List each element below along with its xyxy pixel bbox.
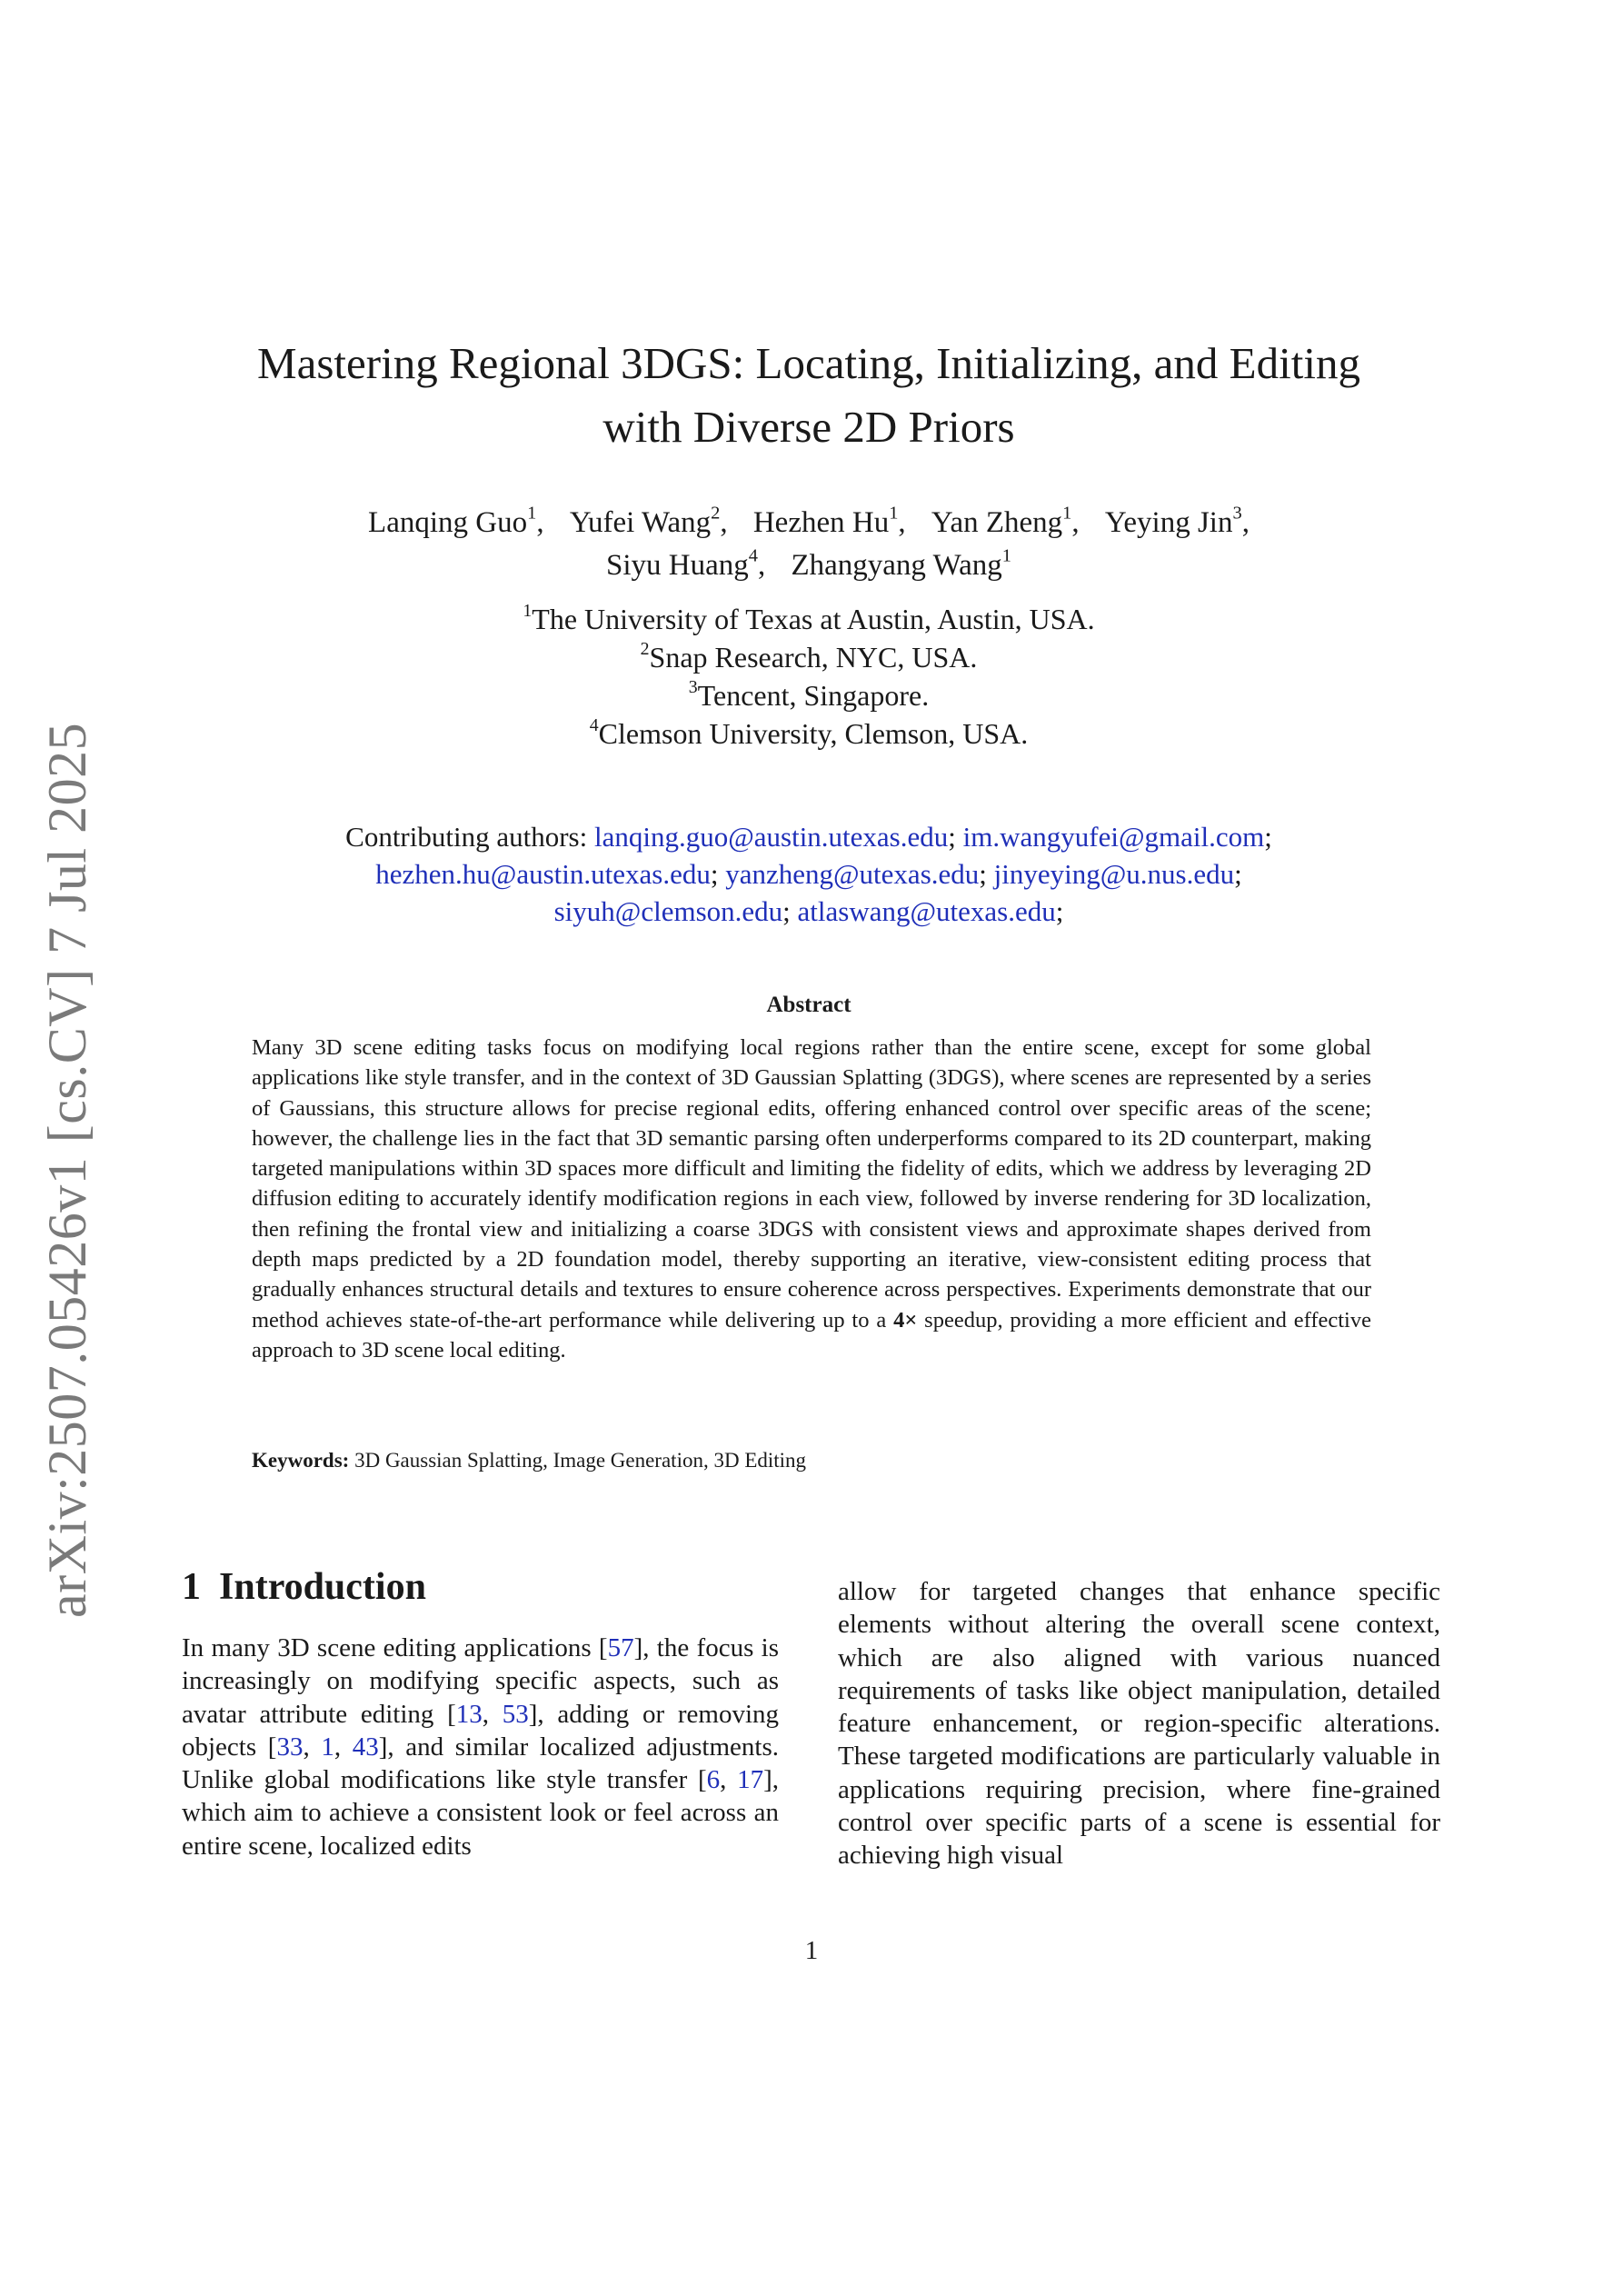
speedup-bold: 4× (893, 1307, 918, 1333)
contacts-line-1: Contributing authors: lanqing.guo@austin.utexas.edu; im.wangyufei@gmail.com; (345, 821, 1272, 853)
citation-link[interactable]: 57 (607, 1633, 634, 1662)
intro-text: , (720, 1765, 738, 1795)
citation-link[interactable]: 6 (706, 1765, 721, 1795)
citation-link[interactable]: 53 (502, 1699, 529, 1729)
abstract-heading: Abstract (766, 993, 851, 1017)
author: Siyu Huang$^4$, (606, 545, 766, 582)
author: Yufei Wang$^2$, (569, 503, 728, 539)
citation-link[interactable]: 43 (352, 1732, 379, 1762)
intro-text: , (303, 1732, 322, 1762)
intro-text: [ (598, 1633, 608, 1662)
section-number: 1 (182, 1566, 201, 1608)
affiliation: $^4$Clemson University, Clemson, USA. (589, 715, 1029, 750)
affiliation-list (173, 600, 1445, 753)
citation-link[interactable]: 1 (321, 1732, 334, 1762)
keywords-label: Keywords: (252, 1449, 350, 1472)
author-line-2 (173, 544, 1445, 587)
intro-text: , (482, 1699, 503, 1729)
abstract-body: Many 3D scene editing tasks focus on modifying local regions rather than the entire scene, except for some global applications like style transfer, and in the context of 3D Gaussian Splatting (3DGS), where scenes are represented by a series of Gaussians, this structure allows for precise regional edits, offering enhanced control over specific areas of the scene; however, the challenge lies in the fact that 3D semantic parsing often underperforms compared to its 2D counterpart, making targeted manipulations within 3D spaces more difficult and limiting the fidelity of edits, which we address by leveraging 2D diffusion editing to accurately identify modification regions in each view, followed by inverse rendering for 3D localization, then refining the frontal view and initializing a coarse 3DGS with consistent views and approximate shapes derived from depth maps predicted by a 2D foundation model, thereby supporting an iterative, view-consistent editing process that gradually enhances structural details and textures to ensure coherence across perspectives. Experiments demonstrate that our method achieves state-of-the-art performance while delivering up to a 4× speedup, providing a more efficient and effective approach to 3D scene local editing. (252, 1035, 1371, 1363)
intro-right-column: allow for targeted changes that enhance specific elements without altering the overall scene context, which are also aligned with various nuanced requirements of tasks like object manipulation, detailed feature enhancement, or region-specific alterations. These targeted modifications are particularly valuable in applications requiring precision, where fine-grained control over specific parts of a scene is essential for achieving high visual (838, 1577, 1440, 1871)
email-link[interactable]: yanzheng@utexas.edu (725, 858, 980, 890)
intro-text: ], the focus is increasingly on modifying specific aspects, such as avatar attribute editing [ (182, 1633, 779, 1729)
paper-title (173, 332, 1445, 459)
intro-text: ], adding or removing objects [ (182, 1699, 780, 1762)
affiliation: $^3$Tencent, Singapore. (688, 677, 930, 712)
keywords-text: 3D Gaussian Splatting, Image Generation, 3D Editing (354, 1449, 807, 1472)
intro-left-column (182, 1632, 779, 1862)
email-link[interactable]: im.wangyufei@gmail.com (962, 821, 1265, 853)
contributing-authors (173, 818, 1445, 930)
contacts-line-3: siyuh@clemson.edu; atlaswang@utexas.edu; (553, 895, 1064, 927)
author: Yan Zheng$^1$, (931, 503, 1080, 539)
author: Yeying Jin$^3$, (1104, 503, 1250, 539)
email-link[interactable]: atlaswang@utexas.edu (797, 895, 1056, 927)
contacts-label: Contributing authors: (345, 821, 588, 853)
citation-link[interactable]: 33 (276, 1732, 304, 1762)
author-list (173, 502, 1445, 587)
title-line-1: Mastering Regional 3DGS: Locating, Initializing, and Editing (257, 338, 1360, 388)
intro-text: ], and similar localized adjustments. Unlike global modifications like style transfer [ (182, 1732, 780, 1795)
email-link[interactable]: lanqing.guo@austin.utexas.edu (593, 821, 949, 853)
citation-link[interactable]: 17 (737, 1765, 764, 1795)
contacts-line-2: hezhen.hu@austin.utexas.edu; yanzheng@utexas.edu; jinyeying@u.nus.edu; (375, 858, 1242, 890)
intro-text: In many 3D scene editing applications (182, 1633, 599, 1662)
author-line-1 (173, 502, 1445, 544)
page-number: 1 (804, 1936, 819, 1965)
affiliation: $^2$Snap Research, NYC, USA. (640, 639, 978, 674)
intro-text: ], which aim to achieve a consistent look or feel across an entire scene, localized edits (182, 1765, 780, 1861)
email-link[interactable]: jinyeying@u.nus.edu (993, 858, 1235, 890)
author: Zhangyang Wang$^1$ (791, 545, 1011, 582)
arxiv-identifier-stamp: arXiv:2507.05426v1 [cs.CV] 7 Jul 2025 (37, 722, 97, 1618)
affiliation: $^1$The University of Texas at Austin, Austin, USA. (523, 601, 1095, 635)
author: Lanqing Guo$^1$, (368, 503, 544, 539)
email-link[interactable]: siyuh@clemson.edu (553, 895, 783, 927)
citation-link[interactable]: 13 (455, 1699, 483, 1729)
title-line-2: with Diverse 2D Priors (602, 402, 1015, 452)
section-title: Introduction (219, 1566, 426, 1608)
email-link[interactable]: hezhen.hu@austin.utexas.edu (375, 858, 711, 890)
section-heading (182, 1565, 426, 1609)
intro-text: , (334, 1732, 353, 1762)
author: Hezhen Hu$^1$, (752, 503, 906, 539)
keywords (252, 1449, 1371, 1472)
